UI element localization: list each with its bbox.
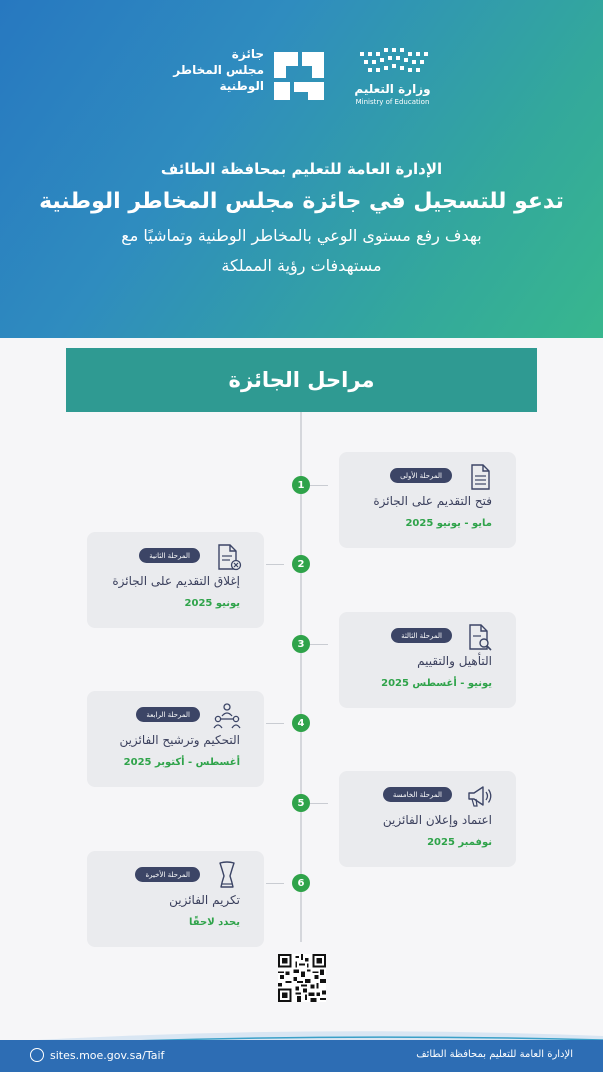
footer-link[interactable] [30,1048,164,1062]
stage-5-card [339,771,516,867]
document-search-icon [464,622,494,652]
timeline-connector [310,803,328,804]
stage-5-marker: 5 [292,794,310,812]
globe-icon [30,1048,44,1062]
stage-6-title: تكريم الفائزين [169,893,240,907]
goal-line-1: بهدف رفع مستوى الوعي بالمخاطر الوطنية وتماشيًا مع [121,226,482,245]
timeline-connector [266,723,284,724]
stage-4-card [87,691,264,787]
stage-3-title: التأهيل والتقييم [417,654,492,668]
ministry-name-en: Ministry of Education [355,98,430,106]
stage-4-date: أغسطس - أكتوبر 2025 [123,757,240,768]
stage-1-title: فتح التقديم على الجائزة [373,494,492,508]
stage-2-badge: المرحلة الثانية [139,548,200,563]
section-title: مراحل الجائزة [66,348,537,412]
stage-6-marker: 6 [292,874,310,892]
footer-url-text[interactable]: sites.moe.gov.sa/Taif [50,1048,165,1062]
megaphone-icon [464,781,494,811]
timeline-connector [310,644,328,645]
timeline-connector [310,485,328,486]
document-close-icon [212,542,242,572]
qr-code-icon[interactable] [278,954,326,1002]
goal-line-2: مستهدفات رؤية المملكة [221,256,382,275]
council-logo-line3: الوطنية [219,79,264,93]
logo-row [0,42,603,112]
council-award-logo [172,46,332,106]
stage-6-card [87,851,264,947]
stage-4-badge: المرحلة الرابعة [136,707,200,722]
stage-1-card [339,452,516,548]
stage-5-date: نوفمبر 2025 [427,837,492,848]
header-banner [0,0,603,338]
stage-5-badge: المرحلة الخامسة [383,787,452,802]
stage-2-card [87,532,264,628]
stage-1-badge: المرحلة الأولى [390,468,452,483]
stage-3-date: يونيو - أغسطس 2025 [381,678,492,689]
intro-text [0,158,603,280]
stage-6-date: يحدد لاحقًا [189,917,240,928]
trophy-icon [212,857,242,893]
stage-3-marker: 3 [292,635,310,653]
stage-4-title: التحكيم وترشيح الفائزين [119,733,240,747]
footer-bar [0,1040,603,1072]
stage-5-title: اعتماد وإعلان الفائزين [382,813,492,827]
stage-2-marker: 2 [292,555,310,573]
ministry-logo [350,42,435,108]
council-logo-line2: مجلس المخاطر [173,63,264,77]
invitation-headline: تدعو للتسجيل في جائزة مجلس المخاطر الوطنية [39,189,564,214]
timeline-connector [266,564,284,565]
judges-icon [212,701,242,731]
council-logo-line1: جائزة [231,47,264,61]
ministry-name-ar: وزارة التعليم [354,82,431,96]
stage-1-date: مايو - يونيو 2025 [405,518,492,529]
document-icon [464,462,494,492]
stage-2-title: إغلاق التقديم على الجائزة [112,574,240,588]
stage-4-marker: 4 [292,714,310,732]
organization-line: الإدارة العامة للتعليم بمحافظة الطائف [160,160,443,178]
stage-3-badge: المرحلة الثالثة [391,628,452,643]
timeline-connector [266,883,284,884]
ministry-dots-icon [358,44,428,78]
footer-organization: الإدارة العامة للتعليم بمحافظة الطائف [416,1049,573,1060]
stage-1-marker: 1 [292,476,310,494]
stage-6-badge: المرحلة الأخيرة [135,867,200,882]
council-mark-icon [270,48,328,104]
stage-2-date: يونيو 2025 [184,598,240,609]
stage-3-card [339,612,516,708]
